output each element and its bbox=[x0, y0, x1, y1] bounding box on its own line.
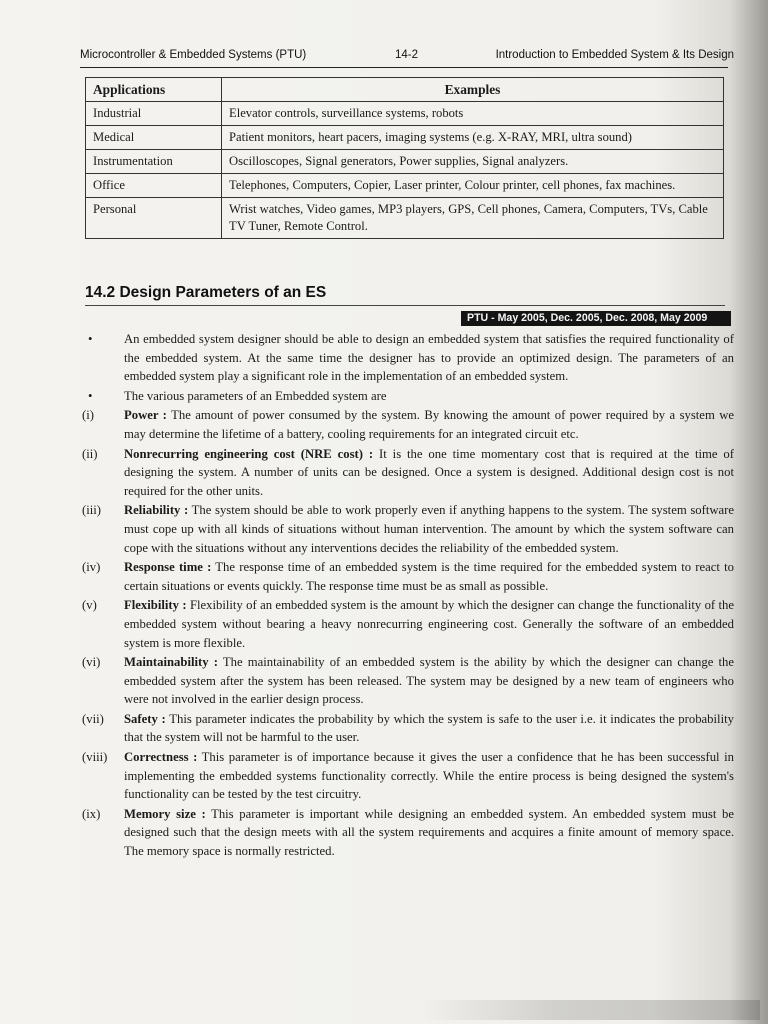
parameter-description: The system should be able to work properly even if anything happens to the system. The system software must cope up with all kinds of situations without human intervention. The amount by which the system software can cope with the situations without any interventions decides the reliability of the embedded system. bbox=[124, 503, 734, 555]
bullet-paragraph bbox=[82, 330, 734, 386]
parameter-number: (viii) bbox=[82, 750, 108, 765]
parameter-description: Flexibility of an embedded system is the amount by which the designer can change the functionality of the embedded system without bearing a heavy nonrecurring engineering cost. Generally the software of an embedded system is more flexible. bbox=[124, 598, 735, 650]
parameter-term: Power : bbox=[124, 408, 167, 423]
section-heading: 14.2 Design Parameters of an ES bbox=[85, 284, 327, 301]
table-cell-application: Industrial bbox=[86, 102, 222, 126]
bullet-symbol: • bbox=[88, 388, 93, 403]
parameter-term: Reliability : bbox=[124, 503, 189, 518]
parameter-item bbox=[82, 445, 734, 501]
parameter-term: Safety : bbox=[124, 711, 166, 726]
parameter-term: Maintainability : bbox=[124, 655, 218, 670]
table-row bbox=[86, 102, 724, 126]
parameter-description: The response time of an embedded system is the time required for the embedded system to react to certain situations or events quickly. The response time must be as small as possible. bbox=[124, 560, 734, 593]
parameter-description: This parameter indicates the probability by which the system is safe to the user i.e. it indicates the probability that the system will not be harmful to the user. bbox=[124, 711, 734, 745]
bullet-text: An embedded system designer should be able to design an embedded system that satisfies the required functionality of the embedded system. At the same time the designer has to provide an optimized design. The parameters of an embedded system play a significant role in the implementation of an embedded system. bbox=[124, 332, 734, 384]
parameter-number: (vi) bbox=[82, 655, 101, 670]
table-cell-example: Wrist watches, Video games, MP3 players, GPS, Cell phones, Camera, Computers, TVs, Cable TV Tuner, Remote Control. bbox=[222, 198, 724, 239]
parameter-item bbox=[82, 596, 734, 652]
table-row bbox=[86, 126, 724, 150]
parameter-item bbox=[82, 501, 734, 557]
table-cell-application: Office bbox=[86, 174, 222, 198]
header-chapter-title: Introduction to Embedded System & Its Design bbox=[495, 49, 734, 61]
applications-table bbox=[85, 77, 724, 239]
parameter-number: (iii) bbox=[82, 503, 102, 518]
parameter-item bbox=[82, 406, 734, 443]
parameter-term: Response time : bbox=[124, 560, 212, 575]
parameter-description: This parameter is important while designing an embedded system. An embedded system must be designed such that the design meets with all the system requirements and acquires a finite amount of memory space. The memory space is normally restricted. bbox=[124, 806, 734, 859]
scan-shadow bbox=[420, 1000, 760, 1020]
table-cell-example: Oscilloscopes, Signal generators, Power supplies, Signal analyzers. bbox=[222, 150, 724, 174]
table-cell-application: Instrumentation bbox=[86, 150, 222, 174]
bullet-symbol: • bbox=[88, 332, 93, 346]
parameter-item bbox=[82, 558, 734, 595]
table-cell-application: Medical bbox=[86, 126, 222, 150]
table-cell-example: Patient monitors, heart pacers, imaging systems (e.g. X-RAY, MRI, ultra sound) bbox=[222, 126, 724, 150]
parameter-description: This parameter is of importance because it gives the user a confidence that he has been successful in implementing the embedded systems functionality correctly. While the entire process is being designed the system's functionality can be tested by the test circuitry. bbox=[124, 750, 734, 802]
table-row bbox=[86, 150, 724, 174]
section-body bbox=[82, 330, 734, 862]
exam-reference-bar: PTU - May 2005, Dec. 2005, Dec. 2008, May 2009 bbox=[461, 311, 731, 326]
parameter-term: Nonrecurring engineering cost (NRE cost) : bbox=[124, 446, 374, 461]
parameter-number: (iv) bbox=[82, 560, 101, 575]
parameter-number: (vii) bbox=[82, 711, 104, 726]
parameter-number: (ii) bbox=[82, 446, 98, 461]
header-page-number: 14-2 bbox=[395, 49, 419, 61]
table-row bbox=[86, 198, 724, 239]
parameter-number: (ix) bbox=[82, 806, 101, 821]
bullet-text: The various parameters of an Embedded system are bbox=[124, 388, 387, 403]
table-row bbox=[86, 174, 724, 198]
parameter-item bbox=[82, 748, 734, 804]
table-header-row bbox=[86, 78, 724, 102]
table-cell-example: Elevator controls, surveillance systems, robots bbox=[222, 102, 724, 126]
parameter-term: Memory size : bbox=[124, 806, 206, 821]
table-cell-application: Personal bbox=[86, 198, 222, 239]
parameter-description: The maintainability of an embedded system is the ability by which the designer can change the embedded system after the system has been released. The system may be designed by a new team of engineers who were not involved in the earlier design process. bbox=[124, 655, 734, 707]
table-cell-example: Telephones, Computers, Copier, Laser printer, Colour printer, cell phones, fax machines. bbox=[222, 174, 724, 198]
running-header bbox=[80, 49, 734, 68]
bullet-paragraph bbox=[82, 387, 734, 406]
column-header-applications: Applications bbox=[86, 78, 222, 102]
parameter-term: Flexibility : bbox=[124, 598, 187, 613]
parameter-item bbox=[82, 805, 734, 861]
header-book-title: Microcontroller & Embedded Systems (PTU) bbox=[80, 49, 307, 61]
parameter-item bbox=[82, 710, 734, 747]
parameter-description: The amount of power consumed by the system. By knowing the amount of power required by a system we may determine the lifetime of a battery, cooling requirements for an integrated circuit etc. bbox=[124, 408, 734, 441]
parameter-item bbox=[82, 653, 734, 709]
parameter-description: It is the one time momentary cost that is required at the time of designing the system. A number of units can be designed. Once a system is designed. Additional design cost is not required for the other units. bbox=[124, 446, 735, 498]
parameter-term: Correctness : bbox=[124, 750, 198, 765]
column-header-examples: Examples bbox=[222, 78, 724, 102]
section-divider bbox=[85, 305, 725, 306]
parameter-number: (v) bbox=[82, 598, 97, 613]
parameter-number: (i) bbox=[82, 408, 94, 423]
